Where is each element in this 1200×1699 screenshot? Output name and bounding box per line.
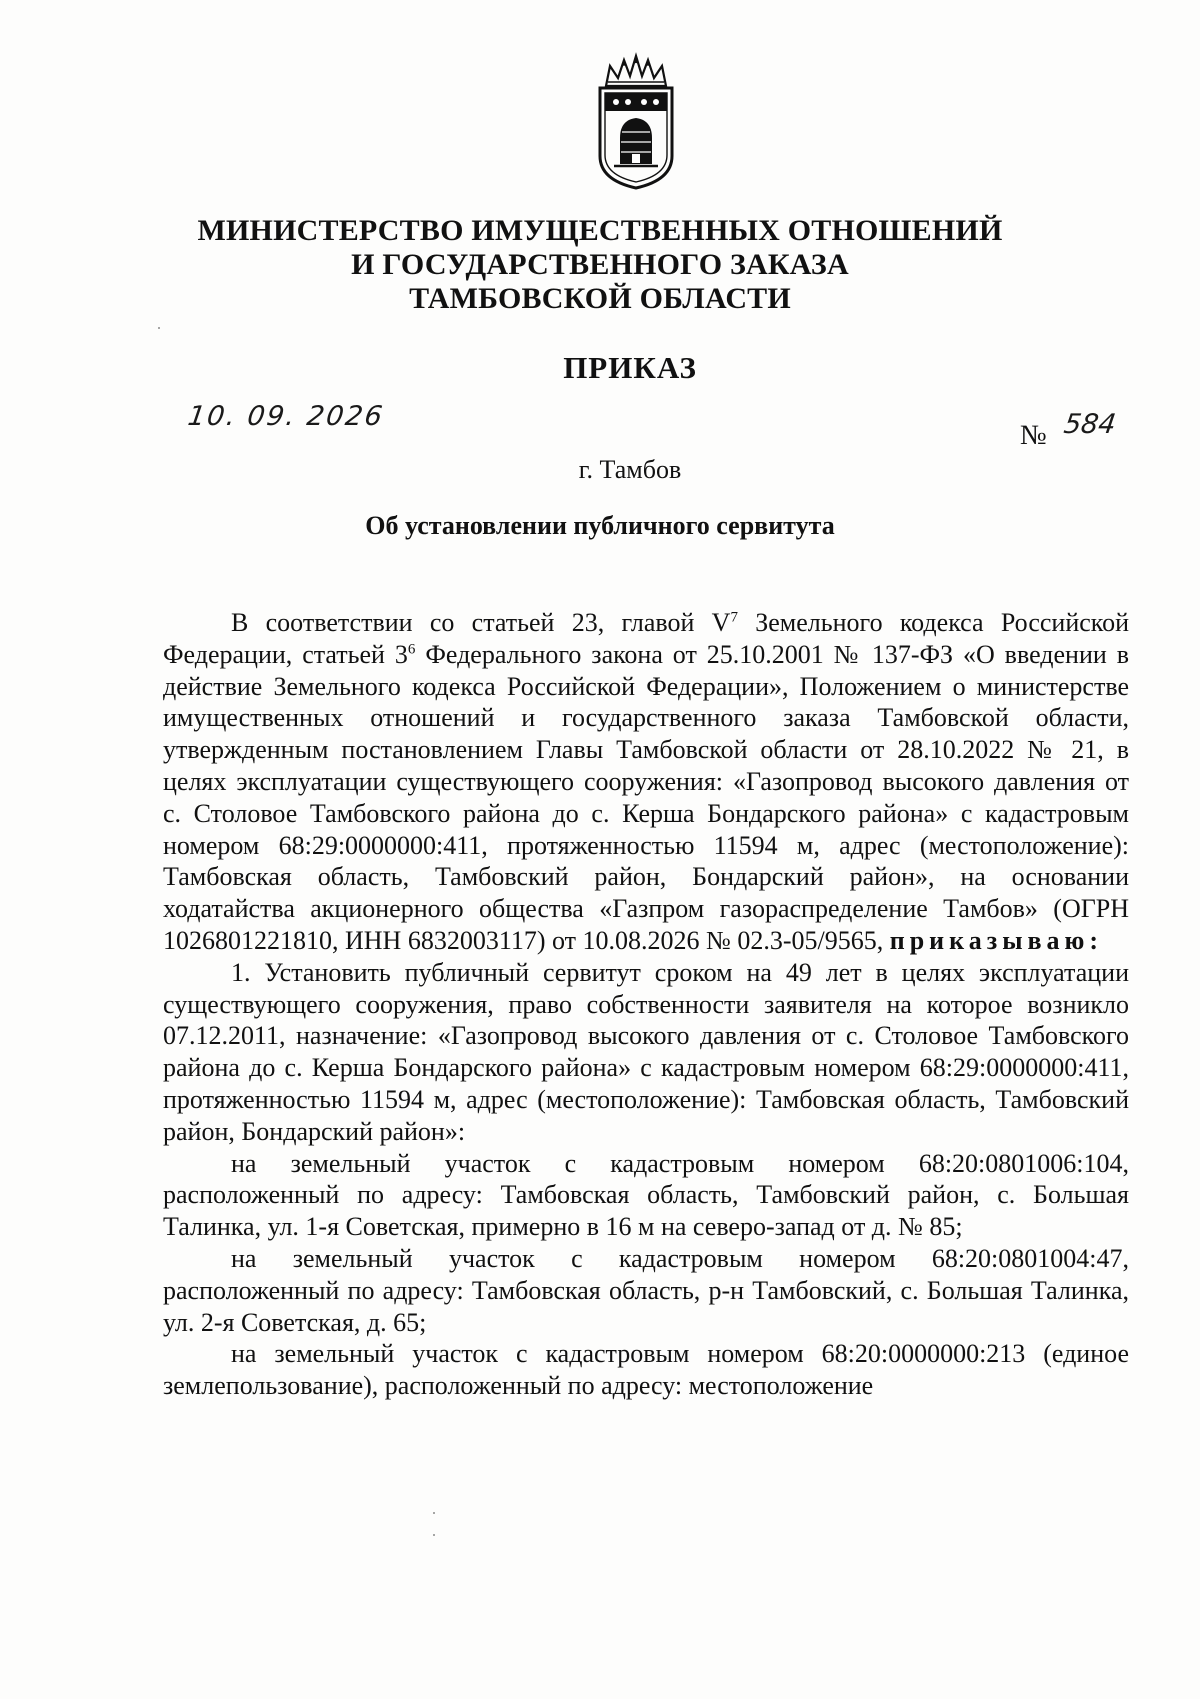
tambov-coat-of-arms-icon (586, 52, 686, 192)
scan-speck (433, 1534, 435, 1536)
order-subject-heading: Об установлении публичного сервитута (365, 511, 835, 540)
handwritten-date: 10. 09. 2026 (185, 401, 387, 432)
handwritten-order-number: 584 (1061, 409, 1118, 440)
ministry-name-line2: И ГОСУДАРСТВЕННОГО ЗАКАЗА (351, 248, 849, 281)
scan-speck (433, 1512, 435, 1514)
land-plot-paragraph-1: на земельный участок с кадастровым номером 68:20:0801006:104, расположенный по адресу: Тамбовская область, Тамбовский район, с. Большая Талинка, ул. 1-я Советская, примерно в 16 м на северо-запад от д. № 85; (163, 1148, 1129, 1242)
order-command-word: приказываю: (889, 925, 1104, 955)
order-number-label: № (1020, 420, 1047, 451)
preamble-text-part1: В соответствии со статьей 23, главой V (231, 608, 731, 637)
land-plot-paragraph-3: на земельный участок с кадастровым номером 68:20:0000000:213 (единое землепользование), расположенный по адресу: местоположение (163, 1339, 1129, 1401)
preamble-paragraph (163, 607, 1129, 957)
preamble-text-part2: Земельного кодекса Российской Федерации, статьей 3 (163, 608, 1129, 669)
land-plot-paragraph-2: на земельный участок с кадастровым номером 68:20:0801004:47, расположенный по адресу: Тамбовская область, р-н Тамбовский, с. Большая Талинка, ул. 2-я Советская, д. 65; (163, 1243, 1129, 1337)
order-body-text (163, 607, 1129, 1402)
issue-city: г. Тамбов (578, 455, 682, 484)
ministry-name-line1: МИНИСТЕРСТВО ИМУЩЕСТВЕННЫХ ОТНОШЕНИЙ (197, 214, 1003, 247)
preamble-superscript-1: 7 (730, 609, 738, 626)
scan-speck (158, 327, 160, 329)
clause-1-paragraph: 1. Установить публичный сервитут сроком на 49 лет в целях эксплуатации существующего сооружения, право собственности заявителя на которое возникло 07.12.2011, назначение: «Газопровод высокого давления от с. Столовое Тамбовского района до с. Керша Бондарского района» с кадастровым номером 68:29:0000000:411, протяженностью 11594 м, адрес (местоположение): Тамбовская область, Тамбовский район, Бондарский район»: (163, 957, 1129, 1146)
ministry-name-line3: ТАМБОВСКОЙ ОБЛАСТИ (409, 282, 791, 315)
document-type-title: ПРИКАЗ (563, 350, 697, 385)
preamble-superscript-2: 6 (407, 641, 416, 658)
preamble-text-part3: Федерального закона от 25.10.2001 № 137-ФЗ «О введении в действие Земельного кодекса Российской Федерации», Положением о министерстве имущественных отношений и государственного заказа Тамбовской области, утвержденным постановлением Главы Тамбовской области от 28.10.2022 № 21, в целях эксплуатации существующего сооружения: «Газопровод высокого давления от с. Столовое Тамбовского района до с. Керша Бондарского района» с кадастровым номером 68:29:0000000:411, протяженностью 11594 м, адрес (местоположение): Тамбовская область, Тамбовский район, Бондарский район», на основании ходатайства акционерного общества «Газпром газораспределение Тамбов» (ОГРН 1026801221810, ИНН 6832003117) от 10.08.2026 № 02.3-05/9565, (163, 639, 1129, 955)
